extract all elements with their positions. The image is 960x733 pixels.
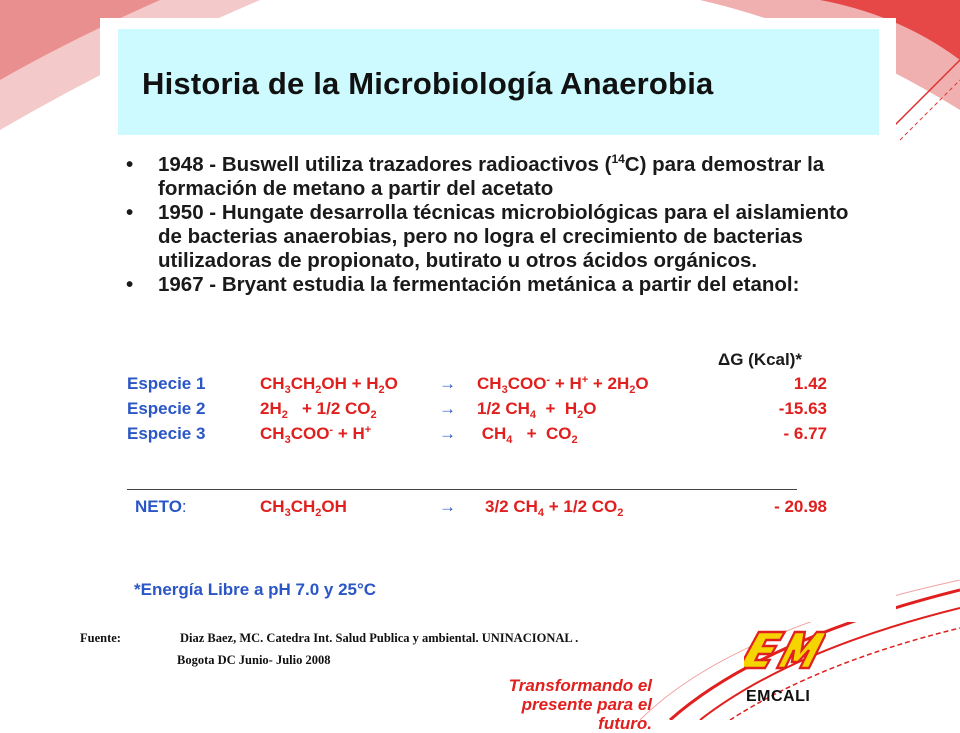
species-label: Especie 1 (127, 374, 206, 393)
company-name: EMCALI (746, 688, 811, 705)
species-label: Especie 2 (127, 399, 206, 418)
net-label (135, 497, 187, 517)
bullet-text: - Buswell utiliza trazadores radioactivos ( (203, 153, 612, 176)
reaction-arrow: → (439, 374, 456, 393)
delta-g-value: 1.42 (793, 374, 827, 393)
reactants: $CH_3CH_2OH$ (260, 497, 347, 519)
reactants: $2H_2 + 1/2$ $CO_2$ (260, 399, 377, 421)
delta-g-header: ΔG (Kcal)* (718, 350, 803, 369)
sum-divider (127, 489, 797, 490)
products: 1/2 $CH_4 + H_2O$ (477, 399, 597, 421)
bullet-year: 1967 (158, 273, 204, 296)
reaction-arrow: → (439, 399, 456, 418)
emcali-logo-icon (744, 622, 826, 684)
products: 3/2 $CH_4 + 1/2$ $CO_2$ (485, 497, 624, 519)
products: $CH_3COO^- + H^+ + 2H_2O$ (477, 374, 649, 396)
reaction-arrow: → (439, 497, 456, 516)
reaction-arrow: → (439, 424, 456, 443)
bullet-1967 (126, 273, 876, 297)
reaction-table (127, 374, 827, 449)
reaction-row (127, 374, 827, 399)
slide-title: Historia de la Microbiología Anaerobia (142, 66, 714, 101)
bullet-1948 (126, 153, 876, 201)
history-bullet-list (126, 153, 876, 297)
net-reaction-row (135, 497, 835, 522)
bullet-1950 (126, 201, 876, 273)
isotope-superscript: 14 (611, 152, 625, 167)
source-date: Bogota DC Junio- Julio 2008 (177, 653, 331, 667)
bullet-text: C) para demostrar la formación de metano a partir del acetato (158, 153, 825, 200)
bullet-text: - Bryant estudia la fermentación metánica a partir del etanol: (203, 273, 800, 296)
source-citation: Diaz Baez, MC. Catedra Int. Salud Publica y ambiental. UNINACIONAL . (180, 631, 579, 645)
products: $CH_4 + CO_2$ (477, 424, 578, 446)
delta-g-value: -15.63 (778, 399, 827, 418)
bullet-text: - Hungate desarrolla técnicas microbiológicas para el aislamiento de bacterias anaerobias, pero no logra el crecimiento de bacterias utilizadoras de propionato, butirato u otros ácidos orgánicos. (158, 201, 849, 272)
delta-g-value: - 6.77 (783, 424, 827, 443)
footnote: *Energía Libre a pH 7.0 y 25°C (134, 580, 377, 599)
reactants: $CH_3CH_2OH + H_2O$ (260, 374, 398, 396)
species-label: Especie 3 (127, 424, 206, 443)
source-label: Fuente: (80, 631, 121, 645)
reactants: $CH_3COO^- + H^+$ (260, 424, 372, 446)
company-tagline (472, 676, 652, 733)
tagline-line: Transformando el (508, 676, 652, 695)
net-label-text: NETO (135, 497, 182, 516)
tagline-line: presente para el futuro. (521, 695, 652, 733)
slide-content (100, 18, 896, 622)
net-label-colon: : (181, 497, 187, 516)
bullet-year: 1950 (158, 201, 204, 224)
bullet-year: 1948 (158, 153, 204, 176)
reaction-row (127, 424, 827, 449)
delta-g-value: - 20.98 (774, 497, 827, 516)
reaction-row (127, 399, 827, 424)
